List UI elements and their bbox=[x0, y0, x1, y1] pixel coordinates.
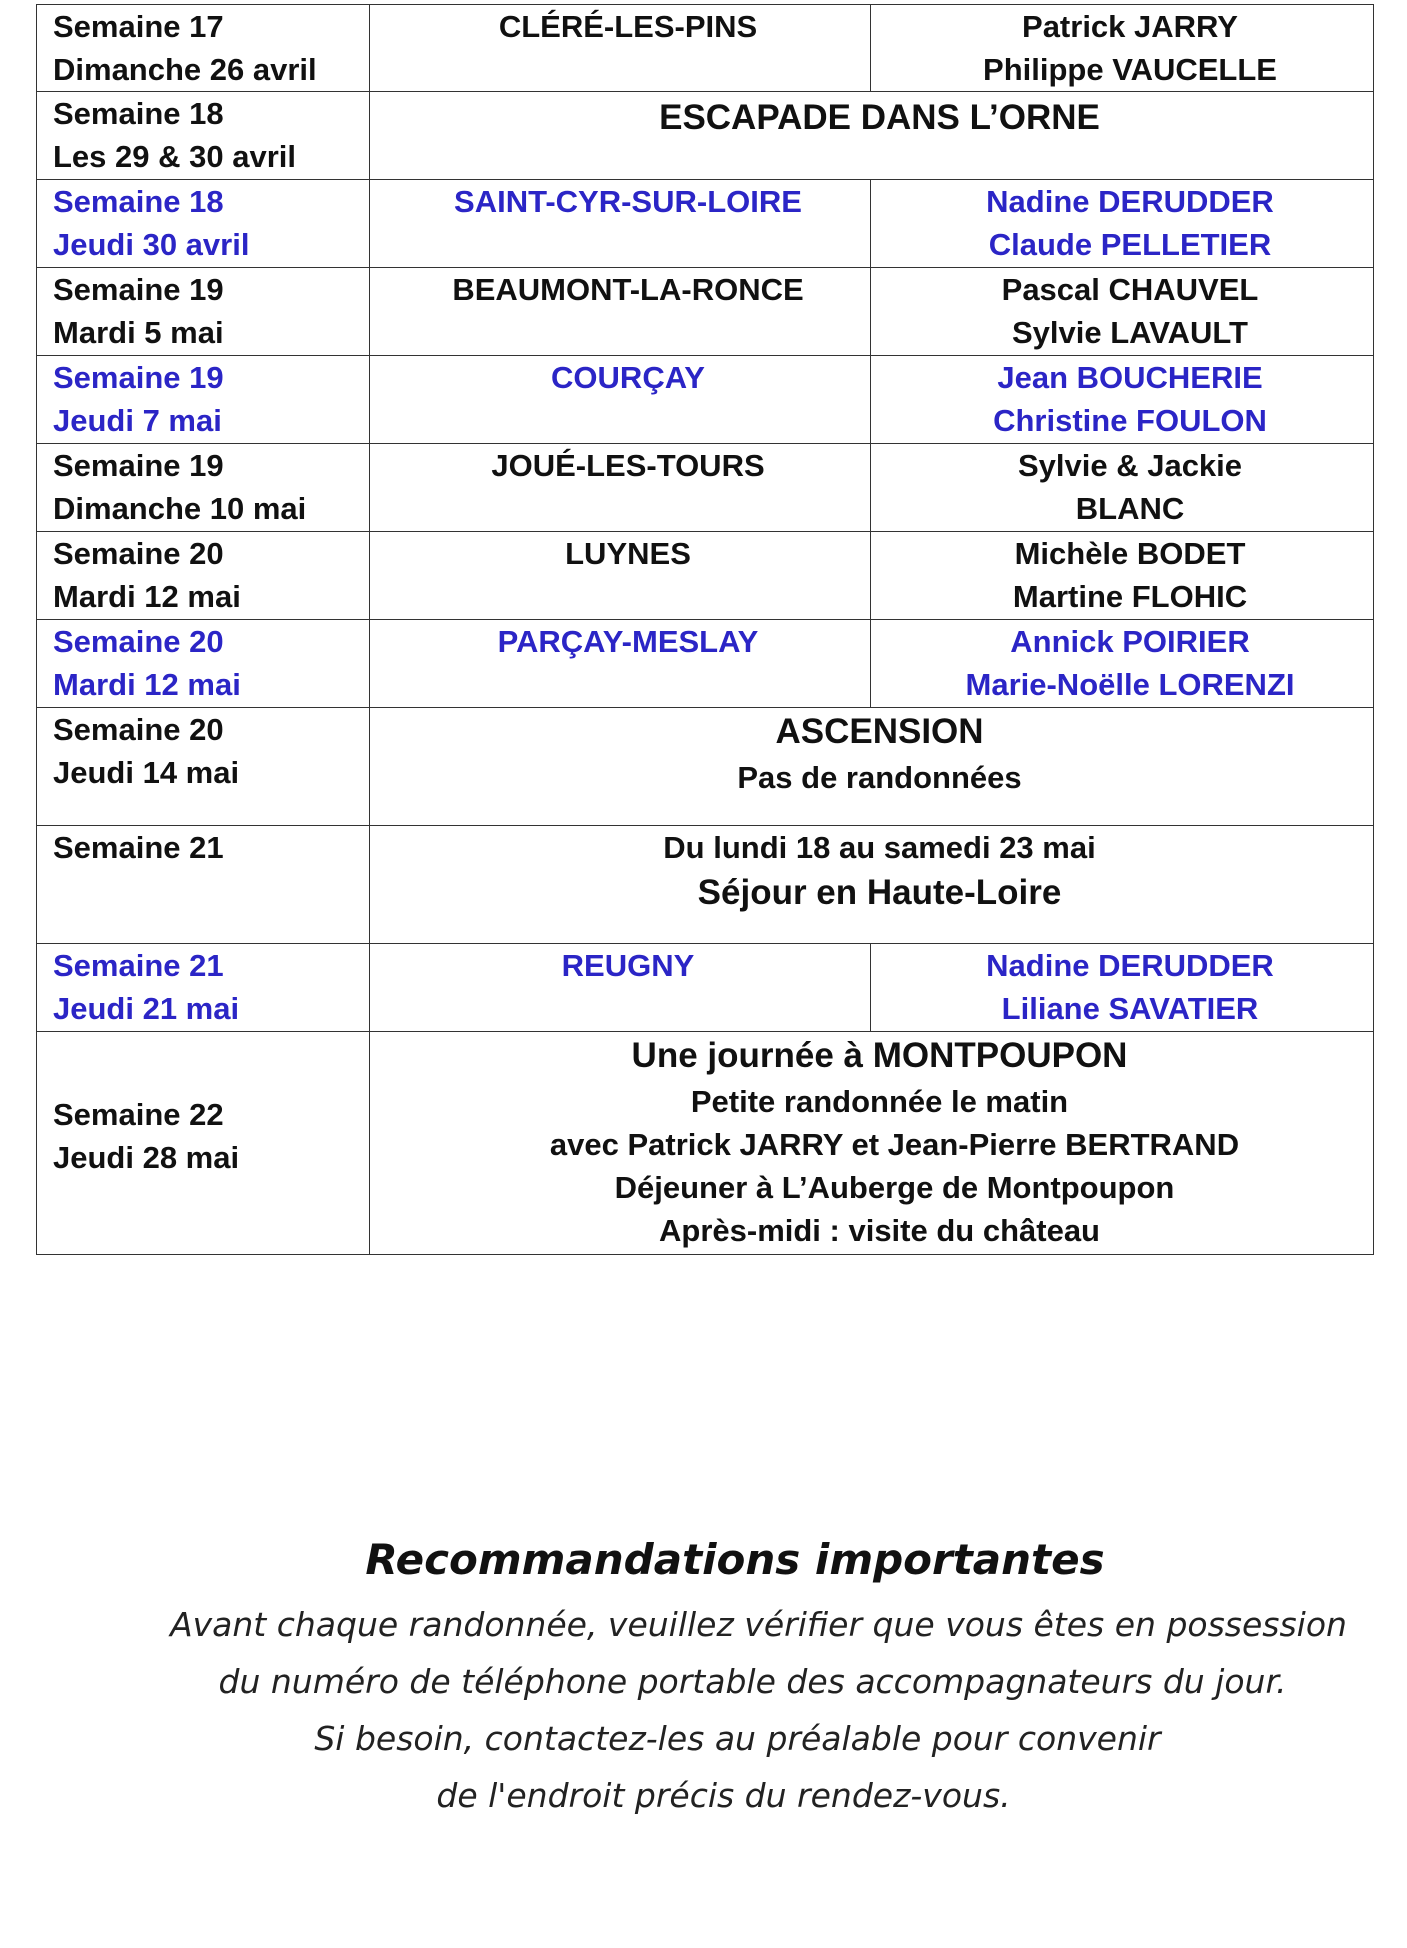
event-note: Du lundi 18 au samedi 23 mai bbox=[663, 830, 1096, 865]
table-row bbox=[37, 180, 1374, 268]
guides-cell bbox=[871, 532, 1374, 620]
recommendation-line: du numéro de téléphone portable des accompagnateurs du jour. bbox=[218, 1662, 1287, 1701]
place-cell bbox=[370, 620, 871, 708]
week-label: Semaine 22 bbox=[53, 1097, 224, 1132]
week-label: Semaine 20 bbox=[53, 712, 224, 747]
recommendations-section bbox=[0, 1530, 1407, 1824]
day-label: Dimanche 26 avril bbox=[53, 52, 317, 87]
guides-cell bbox=[871, 944, 1374, 1032]
day-label: Jeudi 30 avril bbox=[53, 227, 250, 262]
day-label: Mardi 12 mai bbox=[53, 667, 241, 702]
date-cell bbox=[37, 5, 370, 92]
week-label: Semaine 21 bbox=[53, 830, 224, 865]
place-name: SAINT-CYR-SUR-LOIRE bbox=[454, 184, 802, 219]
schedule-table bbox=[36, 4, 1374, 1255]
recommendation-line: Avant chaque randonnée, veuillez vérifier que vous êtes en possession bbox=[170, 1605, 1347, 1644]
recommendation-line: de l'endroit précis du rendez-vous. bbox=[436, 1776, 1011, 1815]
week-label: Semaine 19 bbox=[53, 360, 224, 395]
event-detail: Déjeuner à L’Auberge de Montpoupon bbox=[614, 1170, 1175, 1205]
place-cell bbox=[370, 356, 871, 444]
date-cell bbox=[37, 1032, 370, 1255]
guide-name: Liliane SAVATIER bbox=[1001, 991, 1259, 1026]
guide-name: Christine FOULON bbox=[993, 403, 1267, 438]
week-label: Semaine 20 bbox=[53, 536, 224, 571]
guide-name: Jean BOUCHERIE bbox=[997, 360, 1263, 395]
table-row bbox=[37, 1032, 1374, 1255]
day-label: Jeudi 21 mai bbox=[53, 991, 240, 1026]
week-label: Semaine 18 bbox=[53, 96, 224, 131]
event-title: ASCENSION bbox=[775, 712, 984, 751]
table-row bbox=[37, 268, 1374, 356]
guides-cell bbox=[871, 180, 1374, 268]
week-label: Semaine 18 bbox=[53, 184, 224, 219]
event-title: Une journée à MONTPOUPON bbox=[631, 1036, 1128, 1075]
date-cell bbox=[37, 532, 370, 620]
recommendations-title: Recommandations importantes bbox=[365, 1535, 1105, 1584]
event-title: ESCAPADE DANS L’ORNE bbox=[659, 98, 1100, 137]
guide-name: Nadine DERUDDER bbox=[986, 948, 1274, 983]
guide-name: Nadine DERUDDER bbox=[986, 184, 1274, 219]
day-label: Mardi 5 mai bbox=[53, 315, 224, 350]
event-title: Séjour en Haute-Loire bbox=[697, 873, 1062, 912]
week-label: Semaine 20 bbox=[53, 624, 224, 659]
week-label: Semaine 19 bbox=[53, 448, 224, 483]
day-label: Dimanche 10 mai bbox=[53, 491, 307, 526]
event-detail: avec Patrick JARRY et Jean-Pierre BERTRAND bbox=[549, 1127, 1240, 1162]
table-row bbox=[37, 532, 1374, 620]
guides-cell bbox=[871, 5, 1374, 92]
place-name: CLÉRÉ-LES-PINS bbox=[498, 9, 758, 44]
table-row bbox=[37, 708, 1374, 826]
guide-name: Michèle BODET bbox=[1014, 536, 1246, 571]
event-cell bbox=[370, 1032, 1374, 1255]
event-note: Pas de randonnées bbox=[737, 760, 1022, 795]
table-row bbox=[37, 356, 1374, 444]
event-cell bbox=[370, 92, 1374, 180]
day-label: Les 29 & 30 avril bbox=[53, 139, 296, 174]
place-cell bbox=[370, 444, 871, 532]
place-name: BEAUMONT-LA-RONCE bbox=[452, 272, 804, 307]
day-label: Jeudi 14 mai bbox=[53, 755, 240, 790]
guides-cell bbox=[871, 356, 1374, 444]
event-detail: Petite randonnée le matin bbox=[690, 1084, 1069, 1119]
guides-cell bbox=[871, 444, 1374, 532]
week-label: Semaine 17 bbox=[53, 9, 224, 44]
guide-name: Sylvie LAVAULT bbox=[1012, 315, 1248, 350]
week-label: Semaine 19 bbox=[53, 272, 224, 307]
date-cell bbox=[37, 268, 370, 356]
guide-name: Marie-Noëlle LORENZI bbox=[965, 667, 1295, 702]
guide-name: Annick POIRIER bbox=[1010, 624, 1250, 659]
day-label: Jeudi 7 mai bbox=[53, 403, 222, 438]
place-cell bbox=[370, 180, 871, 268]
place-name: LUYNES bbox=[565, 536, 691, 571]
place-name: COURÇAY bbox=[551, 360, 705, 395]
day-label: Mardi 12 mai bbox=[53, 579, 241, 614]
place-cell bbox=[370, 268, 871, 356]
date-cell bbox=[37, 944, 370, 1032]
table-row bbox=[37, 826, 1374, 944]
place-name: PARÇAY-MESLAY bbox=[497, 624, 759, 659]
place-name: REUGNY bbox=[561, 948, 695, 983]
guide-name: Claude PELLETIER bbox=[988, 227, 1272, 262]
table-row bbox=[37, 620, 1374, 708]
place-cell bbox=[370, 944, 871, 1032]
place-cell bbox=[370, 5, 871, 92]
guide-name: Patrick JARRY bbox=[1022, 9, 1238, 44]
guide-name: Sylvie & Jackie bbox=[1017, 448, 1243, 483]
place-name: JOUÉ-LES-TOURS bbox=[491, 448, 765, 483]
date-cell bbox=[37, 180, 370, 268]
week-label: Semaine 21 bbox=[53, 948, 224, 983]
guide-name: Pascal CHAUVEL bbox=[1001, 272, 1259, 307]
date-cell bbox=[37, 92, 370, 180]
guide-name: Martine FLOHIC bbox=[1012, 579, 1248, 614]
date-cell bbox=[37, 826, 370, 944]
event-detail: Après-midi : visite du château bbox=[659, 1213, 1100, 1248]
table-row bbox=[37, 444, 1374, 532]
guide-name: BLANC bbox=[1075, 491, 1185, 526]
guide-name: Philippe VAUCELLE bbox=[983, 52, 1277, 87]
table-row bbox=[37, 92, 1374, 180]
date-cell bbox=[37, 620, 370, 708]
event-cell bbox=[370, 826, 1374, 944]
event-cell bbox=[370, 708, 1374, 826]
table-row bbox=[37, 5, 1374, 92]
guides-cell bbox=[871, 620, 1374, 708]
date-cell bbox=[37, 356, 370, 444]
day-label: Jeudi 28 mai bbox=[53, 1140, 240, 1175]
date-cell bbox=[37, 444, 370, 532]
table-row bbox=[37, 944, 1374, 1032]
date-cell bbox=[37, 708, 370, 826]
place-cell bbox=[370, 532, 871, 620]
recommendation-line: Si besoin, contactez-les au préalable pour convenir bbox=[314, 1719, 1161, 1758]
guides-cell bbox=[871, 268, 1374, 356]
